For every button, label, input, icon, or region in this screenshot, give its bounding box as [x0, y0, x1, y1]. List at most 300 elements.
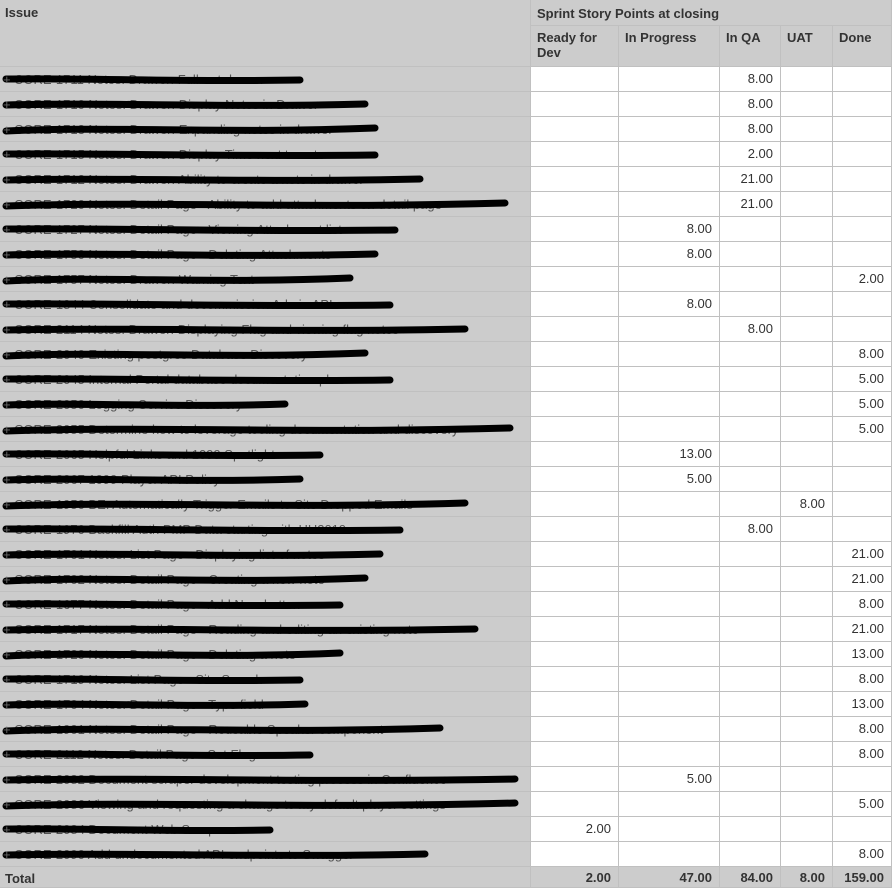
svg-text:+: + — [3, 122, 11, 137]
points-cell — [531, 667, 619, 692]
issue-text: CORE-2084 Document Web Scraper — [14, 822, 227, 837]
redaction-scribble — [0, 342, 377, 367]
issue-cell[interactable] — [0, 417, 531, 442]
points-cell: 13.00 — [833, 692, 892, 717]
points-cell — [619, 92, 720, 117]
issue-cell[interactable] — [0, 592, 531, 617]
points-cell — [781, 192, 833, 217]
col-header-label: UAT — [787, 30, 813, 45]
points-cell: 21.00 — [720, 192, 781, 217]
points-cell — [833, 142, 892, 167]
points-cell — [531, 767, 619, 792]
svg-text:+: + — [3, 722, 11, 737]
svg-text:+: + — [3, 422, 11, 437]
issue-cell[interactable] — [0, 617, 531, 642]
svg-text:+: + — [3, 397, 11, 412]
points-cell — [531, 192, 619, 217]
sprint-points-group-header — [531, 0, 892, 26]
col-header-in-progress[interactable] — [619, 26, 720, 67]
svg-text:+: + — [3, 322, 11, 337]
points-cell — [619, 542, 720, 567]
issue-text: CORE-2055 Determine how to leverage tooling documentation and discovery — [14, 422, 459, 437]
points-cell — [619, 842, 720, 867]
svg-text:+: + — [3, 172, 11, 187]
points-cell — [531, 267, 619, 292]
svg-text:+: + — [3, 647, 11, 662]
points-cell — [531, 717, 619, 742]
svg-text:+: + — [3, 97, 11, 112]
points-cell — [531, 292, 619, 317]
points-cell: 8.00 — [619, 242, 720, 267]
redaction-scribble — [0, 267, 362, 292]
points-cell — [720, 242, 781, 267]
issue-text: CORE-2114 Notes: Drawer: Displaying Flag and viewing flag notes — [14, 322, 399, 337]
redaction-scribble — [0, 817, 282, 842]
redaction-scribble — [0, 117, 387, 142]
issue-text: CORE-2082 Document scraper development testing process in Confluence — [14, 772, 447, 787]
points-cell — [781, 617, 833, 642]
points-cell: 8.00 — [833, 742, 892, 767]
points-cell: 8.00 — [619, 292, 720, 317]
svg-text:+: + — [3, 197, 11, 212]
svg-text:+: + — [3, 497, 11, 512]
points-cell — [531, 117, 619, 142]
points-cell — [619, 367, 720, 392]
svg-text:+: + — [3, 822, 11, 837]
issue-text: CORE-1677 Notes: Detail Page - Add New button — [14, 597, 301, 612]
points-cell — [833, 67, 892, 92]
points-cell — [720, 692, 781, 717]
points-cell — [720, 742, 781, 767]
points-cell — [833, 442, 892, 467]
issue-text: CORE-1711 Notes: Drawer: Full-out drawer — [14, 72, 265, 87]
points-cell — [720, 642, 781, 667]
issue-text: CORE-1901 Notes: Detail Page - Reusable Speaker component — [14, 722, 384, 737]
total-value-cell: 8.00 — [781, 867, 833, 888]
redaction-scribble — [0, 292, 402, 317]
points-cell — [531, 567, 619, 592]
issue-cell[interactable] — [0, 792, 531, 817]
points-cell — [781, 167, 833, 192]
issue-cell[interactable] — [0, 142, 531, 167]
points-cell — [619, 117, 720, 142]
points-cell — [531, 167, 619, 192]
issue-text: CORE-1720 Notes: Detail Page - Ability to add attachments on detail page — [14, 197, 442, 212]
svg-text:+: + — [3, 72, 11, 87]
points-cell — [720, 492, 781, 517]
points-cell — [720, 367, 781, 392]
total-value-cell: 84.00 — [720, 867, 781, 888]
issue-cell[interactable] — [0, 67, 531, 92]
points-cell — [781, 467, 833, 492]
points-cell — [619, 592, 720, 617]
points-cell — [720, 442, 781, 467]
points-cell — [619, 267, 720, 292]
issue-text: CORE-2090 Add undocumented API endpoints to Swagger — [14, 847, 354, 862]
redaction-scribble — [0, 242, 387, 267]
points-cell — [781, 742, 833, 767]
points-cell: 2.00 — [531, 817, 619, 842]
issue-cell[interactable] — [0, 242, 531, 267]
points-cell — [531, 417, 619, 442]
points-cell — [531, 492, 619, 517]
points-cell — [531, 142, 619, 167]
points-cell: 8.00 — [781, 492, 833, 517]
col-header-label: Ready for Dev — [537, 30, 597, 60]
points-cell — [619, 792, 720, 817]
redaction-scribble — [0, 192, 517, 217]
issue-text: CORE-2086 Viewing and requesting a change to my default player settings — [14, 797, 446, 812]
points-cell — [781, 342, 833, 367]
points-cell — [720, 542, 781, 567]
issue-cell[interactable] — [0, 342, 531, 367]
redaction-scribble — [0, 542, 392, 567]
col-header-label: Done — [839, 30, 872, 45]
redaction-scribble — [0, 567, 377, 592]
issue-text: CORE-1757 Notes: Drawer: Warning Text — [14, 272, 254, 287]
svg-text:+: + — [3, 147, 11, 162]
points-cell — [781, 317, 833, 342]
issue-column-header[interactable] — [0, 0, 531, 67]
points-cell — [833, 242, 892, 267]
points-cell: 8.00 — [720, 317, 781, 342]
col-header-label: In Progress — [625, 30, 697, 45]
points-cell — [833, 117, 892, 142]
svg-text:+: + — [3, 772, 11, 787]
issue-header-label: Issue — [5, 5, 39, 20]
issue-text: CORE-1727 Notes: Detail Page - Viewing Attachment list — [14, 222, 342, 237]
issue-cell[interactable] — [0, 92, 531, 117]
issue-text: CORE-1844 Consolidate and decommission Admin API — [14, 297, 333, 312]
redaction-scribble — [0, 367, 402, 392]
total-value-cell: 47.00 — [619, 867, 720, 888]
redaction-scribble — [0, 167, 432, 192]
points-cell — [720, 342, 781, 367]
points-cell — [619, 342, 720, 367]
points-cell — [781, 592, 833, 617]
points-cell: 13.00 — [619, 442, 720, 467]
points-cell — [833, 517, 892, 542]
points-cell — [619, 67, 720, 92]
issue-cell[interactable] — [0, 542, 531, 567]
points-cell — [833, 492, 892, 517]
svg-text:+: + — [3, 847, 11, 862]
svg-text:+: + — [3, 622, 11, 637]
points-cell — [720, 667, 781, 692]
svg-text:+: + — [3, 472, 11, 487]
svg-text:+: + — [3, 372, 11, 387]
group-header-label: Sprint Story Points at closing — [537, 6, 720, 21]
issue-cell[interactable] — [0, 367, 531, 392]
issue-cell[interactable] — [0, 742, 531, 767]
points-cell — [531, 692, 619, 717]
points-cell — [531, 217, 619, 242]
svg-text:+: + — [3, 272, 11, 287]
points-cell — [781, 392, 833, 417]
issue-text: CORE-1970 Backfill Auth PMP Data starting with HH2019 — [14, 522, 347, 537]
svg-text:+: + — [3, 747, 11, 762]
points-cell — [619, 192, 720, 217]
redaction-scribble — [0, 717, 452, 742]
points-cell — [781, 242, 833, 267]
redaction-scribble — [0, 392, 297, 417]
svg-text:+: + — [3, 697, 11, 712]
total-value-cell: 159.00 — [833, 867, 892, 888]
points-cell: 13.00 — [833, 642, 892, 667]
points-cell — [531, 742, 619, 767]
points-cell — [781, 567, 833, 592]
redaction-scribble — [0, 317, 477, 342]
issue-cell[interactable] — [0, 217, 531, 242]
redaction-scribble — [0, 442, 332, 467]
points-cell — [720, 392, 781, 417]
points-cell: 21.00 — [833, 567, 892, 592]
points-cell — [531, 242, 619, 267]
issue-text: CORE-2065 Helpful Links and 1099 Spotlight — [14, 447, 275, 462]
points-cell — [720, 267, 781, 292]
redaction-scribble — [0, 92, 377, 117]
issue-text: CORE-2112 Notes: Detail Page - Set Flag — [14, 747, 256, 762]
col-header-in-qa[interactable] — [720, 26, 781, 67]
points-cell — [833, 92, 892, 117]
points-cell — [781, 767, 833, 792]
redaction-scribble — [0, 217, 407, 242]
issue-cell[interactable] — [0, 692, 531, 717]
points-cell: 5.00 — [619, 467, 720, 492]
issue-text: CORE-1701 Notes: List Page - Displaying list of notes — [14, 547, 325, 562]
issue-text: CORE-1715 Notes: Drawer: Display Time next to note — [14, 147, 325, 162]
points-cell: 5.00 — [833, 417, 892, 442]
col-header-ready-for-dev[interactable] — [531, 26, 619, 67]
issue-cell[interactable] — [0, 442, 531, 467]
points-cell — [781, 267, 833, 292]
points-cell — [531, 542, 619, 567]
points-cell: 8.00 — [619, 217, 720, 242]
points-cell — [619, 717, 720, 742]
points-cell: 5.00 — [833, 367, 892, 392]
redaction-scribble — [0, 592, 352, 617]
points-cell — [531, 617, 619, 642]
points-cell: 21.00 — [833, 617, 892, 642]
points-cell — [531, 842, 619, 867]
points-cell — [531, 442, 619, 467]
points-cell — [720, 792, 781, 817]
points-cell — [531, 467, 619, 492]
points-cell — [833, 317, 892, 342]
total-label: Total — [5, 871, 36, 886]
points-cell — [781, 142, 833, 167]
points-cell — [619, 492, 720, 517]
points-cell — [781, 642, 833, 667]
points-cell: 8.00 — [720, 117, 781, 142]
points-cell — [781, 517, 833, 542]
issue-text: CORE-1710 Notes: Drawer: Display Notes in Drawer — [14, 97, 319, 112]
issue-cell[interactable] — [0, 267, 531, 292]
points-cell — [720, 592, 781, 617]
points-cell — [531, 92, 619, 117]
issue-text: CORE-1704 Notes: Detail Page - Type field — [14, 697, 264, 712]
points-cell — [781, 667, 833, 692]
issue-text: CORE-2040 Existing postgres Database Discovery — [14, 347, 308, 362]
points-cell — [531, 592, 619, 617]
points-cell — [781, 442, 833, 467]
svg-text:+: + — [3, 572, 11, 587]
points-cell — [531, 317, 619, 342]
points-cell: 8.00 — [720, 92, 781, 117]
points-cell — [619, 142, 720, 167]
issue-text: CORE-1750 Notes: Detail Page - Deleting Attachments — [14, 247, 332, 262]
points-cell — [531, 517, 619, 542]
points-cell — [720, 842, 781, 867]
points-cell — [531, 367, 619, 392]
col-header-done[interactable] — [833, 26, 892, 67]
redaction-scribble — [0, 467, 312, 492]
points-cell — [619, 667, 720, 692]
points-cell — [781, 92, 833, 117]
points-cell — [619, 317, 720, 342]
points-cell: 5.00 — [833, 792, 892, 817]
issue-text: CORE-1720 Notes: Detail Page - Deleting a note — [14, 647, 296, 662]
svg-text:+: + — [3, 797, 11, 812]
issue-cell[interactable] — [0, 817, 531, 842]
issue-cell[interactable] — [0, 767, 531, 792]
points-cell — [833, 467, 892, 492]
points-cell — [781, 417, 833, 442]
issue-cell[interactable] — [0, 842, 531, 867]
total-label-cell — [0, 867, 531, 888]
points-cell — [781, 792, 833, 817]
issue-cell[interactable] — [0, 392, 531, 417]
issue-cell[interactable] — [0, 467, 531, 492]
points-cell — [619, 567, 720, 592]
redaction-scribble — [0, 667, 312, 692]
redaction-scribble — [0, 617, 487, 642]
issue-cell[interactable] — [0, 317, 531, 342]
points-cell — [781, 217, 833, 242]
issue-cell[interactable] — [0, 642, 531, 667]
points-cell — [781, 367, 833, 392]
issue-cell[interactable] — [0, 667, 531, 692]
svg-text:+: + — [3, 222, 11, 237]
svg-text:+: + — [3, 597, 11, 612]
points-cell: 21.00 — [833, 542, 892, 567]
points-cell — [619, 617, 720, 642]
points-cell — [619, 642, 720, 667]
redaction-scribble — [0, 517, 412, 542]
points-cell — [720, 292, 781, 317]
points-cell — [619, 392, 720, 417]
points-cell — [720, 467, 781, 492]
redaction-scribble — [0, 642, 352, 667]
points-cell: 5.00 — [619, 767, 720, 792]
points-cell — [833, 817, 892, 842]
col-header-uat[interactable] — [781, 26, 833, 67]
points-cell — [781, 542, 833, 567]
col-header-label: In QA — [726, 30, 761, 45]
redaction-scribble — [0, 792, 527, 817]
points-cell — [833, 767, 892, 792]
issue-cell[interactable] — [0, 517, 531, 542]
points-cell — [720, 617, 781, 642]
svg-text:+: + — [3, 297, 11, 312]
svg-text:+: + — [3, 347, 11, 362]
issue-cell[interactable] — [0, 567, 531, 592]
issue-cell[interactable] — [0, 117, 531, 142]
points-cell: 2.00 — [720, 142, 781, 167]
svg-text:+: + — [3, 672, 11, 687]
points-cell: 8.00 — [720, 517, 781, 542]
points-cell — [781, 842, 833, 867]
redaction-scribble — [0, 67, 312, 92]
issue-cell[interactable] — [0, 292, 531, 317]
points-cell: 8.00 — [720, 67, 781, 92]
redaction-scribble — [0, 142, 387, 167]
points-cell — [781, 67, 833, 92]
issue-cell[interactable] — [0, 167, 531, 192]
issue-text: CORE-1712 Notes: Drawer: Ability to create a note in drawer — [14, 172, 364, 187]
issue-cell[interactable] — [0, 192, 531, 217]
points-cell — [833, 167, 892, 192]
points-cell — [781, 717, 833, 742]
issue-text: CORE-1950 BE: Automatically Trigger Emails to Site Dropped Emails — [14, 497, 413, 512]
issue-text: CORE-1702 Notes: Detail Page - Creating a new note — [14, 572, 325, 587]
issue-text: CORE-2045 Internal Portal database documentation plan — [14, 372, 344, 387]
points-cell — [531, 392, 619, 417]
points-cell — [833, 292, 892, 317]
svg-text:+: + — [3, 247, 11, 262]
points-cell: 2.00 — [833, 267, 892, 292]
points-cell — [720, 717, 781, 742]
redaction-scribble — [0, 417, 522, 442]
points-cell — [833, 192, 892, 217]
issue-text: CORE-1717 Notes: Detail Page - Reading and editing an existing note — [14, 622, 419, 637]
points-cell — [619, 167, 720, 192]
points-cell: 5.00 — [833, 392, 892, 417]
points-cell — [531, 792, 619, 817]
svg-text:+: + — [3, 547, 11, 562]
points-cell: 8.00 — [833, 592, 892, 617]
points-cell — [531, 67, 619, 92]
points-cell: 8.00 — [833, 717, 892, 742]
points-cell — [619, 417, 720, 442]
points-cell — [720, 567, 781, 592]
issue-cell[interactable] — [0, 717, 531, 742]
redaction-scribble — [0, 692, 317, 717]
issue-text: CORE-2067 1099 Player API Policy — [14, 472, 220, 487]
points-cell — [833, 217, 892, 242]
total-value-cell: 2.00 — [531, 867, 619, 888]
points-cell — [781, 692, 833, 717]
issue-text: CORE-1719 Notes: List Page - Site Search — [14, 672, 263, 687]
redaction-scribble — [0, 492, 477, 517]
points-cell: 21.00 — [720, 167, 781, 192]
points-cell — [781, 292, 833, 317]
issue-cell[interactable] — [0, 492, 531, 517]
points-cell — [531, 342, 619, 367]
svg-text:+: + — [3, 447, 11, 462]
points-cell — [781, 817, 833, 842]
svg-text:+: + — [3, 522, 11, 537]
points-cell — [720, 417, 781, 442]
points-cell — [619, 692, 720, 717]
points-cell — [720, 217, 781, 242]
points-cell — [781, 117, 833, 142]
issue-text: CORE-2050 Logging Service Discovery — [14, 397, 243, 412]
points-cell: 8.00 — [833, 842, 892, 867]
points-cell — [619, 517, 720, 542]
points-cell — [619, 817, 720, 842]
points-cell: 8.00 — [833, 667, 892, 692]
